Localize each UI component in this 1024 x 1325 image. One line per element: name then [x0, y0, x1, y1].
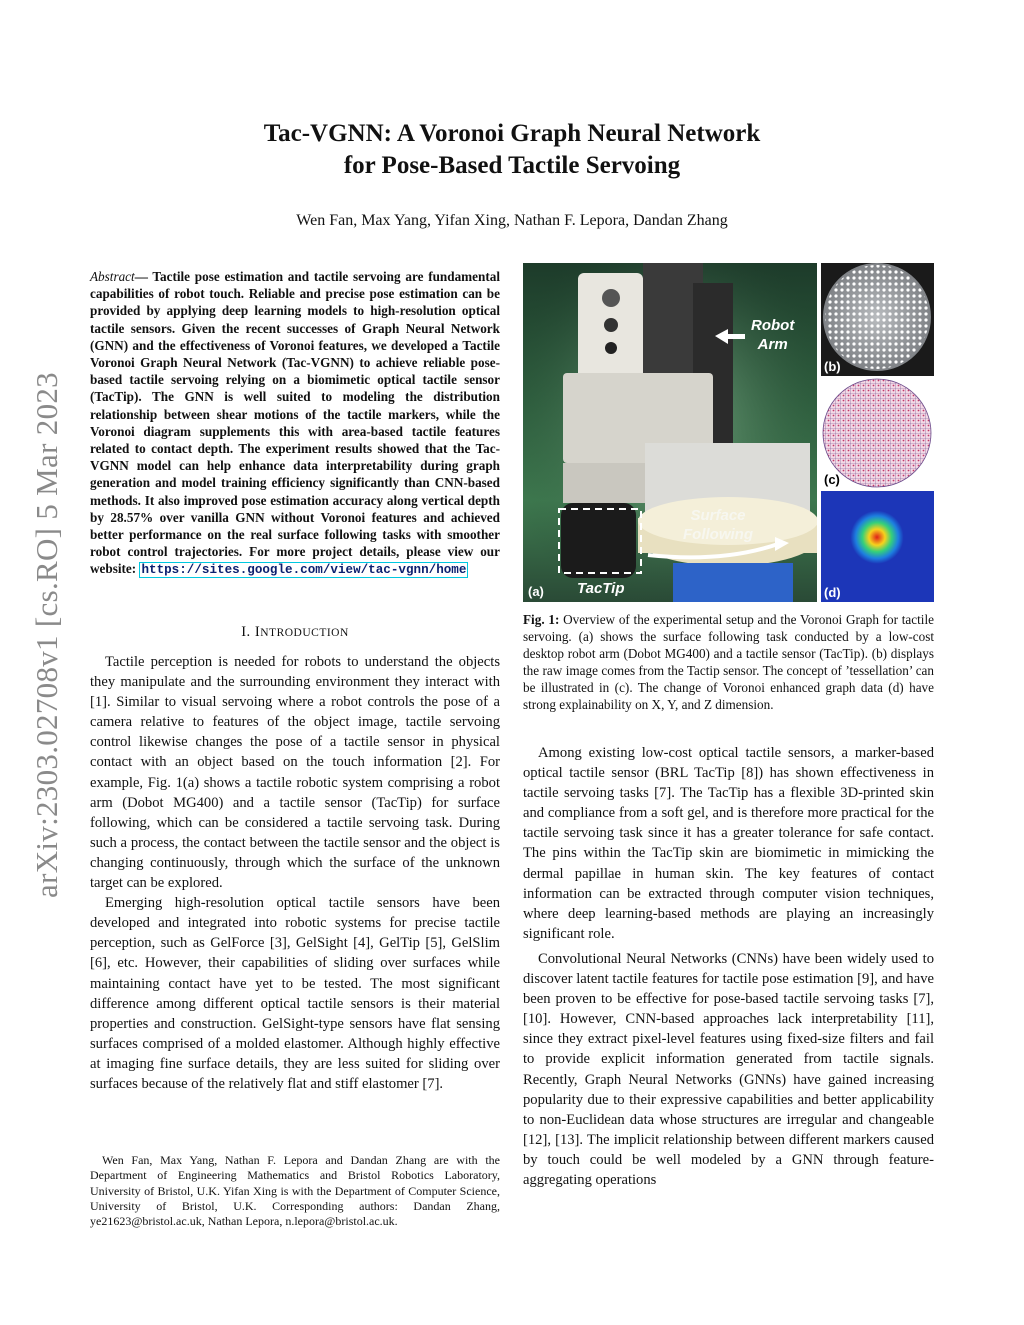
body-paragraph: Convolutional Neural Networks (CNNs) have been widely used to discover latent tactile features for tactile pose estimation [9], and have been proven to be effective for pose-based tactile servoing tasks [7], [10]. However, CNN-based approaches lack interpretability [11], since they extract pixel-level features using fixed-size filters and fail to provide explicit information generated from tactile signals. Recently, Graph Neural Networks (GNNs) have gained increasing popularity due to their expressive capabilities and better applicability to non-Euclidean data whose structures are irregular and changeable [12], [13]. The implicit relationship between different markers caused by touch could be well modeled by a GNN through feature-aggregating operations	[523, 950, 934, 1188]
arxiv-id: arXiv:2303.02708v1 [cs.RO] 5 Mar 2023	[29, 372, 64, 898]
caption-label: Fig. 1:	[523, 612, 560, 627]
panel-c-label: (c)	[824, 472, 840, 487]
tactip-label: TacTip	[577, 580, 625, 597]
robot-arm-label-line2: Arm	[757, 336, 788, 353]
surface-label-line1: Surface	[690, 507, 746, 524]
robot-setup-illustration	[523, 263, 817, 602]
right-column-body	[523, 743, 934, 1190]
panel-b-raw-image	[821, 263, 934, 376]
caption-text: Overview of the experimental setup and the Voronoi Graph for tactile servoing. (a) shows the surface following task conducted by a low-cost desktop robot arm (Dobot MG400) and a tactile sensor (TacTip). (b) displays the raw image comes from the Tactip sensor. The concept of ’tessellation’ can be illustrated in (c). The change of Voronoi enhanced graph data (d) have strong explainability on X, Y, and Z dimension.	[523, 612, 934, 712]
robot-arm-label	[751, 316, 794, 354]
body-paragraph: Among existing low-cost optical tactile sensors, a marker-based optical tactile sensor (BRL TacTip [8]) has shown effectiveness in tactile servoing tasks [7]. The TacTip has a flexible 3D-printed skin and compliance from a soft gel, and is therefore more practical for the tactile servoing task since it has a greater tolerance for safe contact. The pins within the TacTip skin are biomimetic in mimicking the dermal papillae in human skin. The key features of contact information can be extracted through computer vision techniques, where deep learning-based methods are playing an increasingly significant role.	[523, 745, 934, 942]
panel-a-photo	[523, 263, 817, 602]
section-number: I.	[241, 624, 251, 640]
project-website-link[interactable]: https://sites.google.com/view/tac-vgnn/home	[141, 563, 467, 578]
surface-label-line2: Following	[683, 526, 753, 543]
panel-b-label: (b)	[824, 359, 841, 374]
intro-paragraph: Emerging high-resolution optical tactile sensors have been developed and integrated into robotic systems for precise tactile perception, such as GelForce [3], GelSight [4], GelTip [5], GelSlim [6], etc. However, their capabilities of sliding over surfaces while maintaining contact have yet to be tested. The most significant difference among different optical tactile sensors is their material properties and construction. GelSight-type sensors have flat sensing surfaces comprised of a molded elastomer. Although highly effective at imaging fine surface details, they are less suited for sliding over surfaces because of the relatively flat and stiff elastomer [7].	[90, 895, 500, 1092]
title-line-1: Tac-VGNN: A Voronoi Graph Neural Network	[263, 120, 761, 147]
paper-title	[150, 118, 874, 182]
figure-caption	[523, 612, 934, 713]
section-title-rest: NTRODUCTION	[260, 627, 349, 639]
intro-paragraph: Tactile perception is needed for robots to understand the objects they manipulate and the surrounding environment they interact with [1]. Similar to visual servoing where a robot controls the pose of a camera relative to features of the object image, tactile servoing control likewise changes the pose of a tactile sensor in physical contact with an object based on the touch information [2]. For example, Fig. 1(a) shows a tactile robotic system comprising a robot arm (Dobot MG400) and a tactile sensor (TacTip) for surface following, which can be considered a tactile servoing task. During such a process, the contact between the tactile sensor and the object is changing continuously, through which the surface of the unknown target can be explored.	[90, 654, 500, 892]
figure-1	[523, 263, 934, 602]
surface-following-label	[673, 506, 763, 544]
abstract	[90, 268, 500, 580]
abstract-text: — Tactile pose estimation and tactile servoing are fundamental capabilities of robot touch. Reliable and precise pose estimation can be provided by applying deep learning models to high-resolution optical tactile sensors. Given the recent successes of Graph Neural Network (GNN) and the effectiveness of Voronoi features, we developed a Tactile Voronoi Graph Neural Network (Tac-VGNN) to achieve reliable pose-based tactile servoing relying on a biomimetic optical tactile sensor (TacTip). The GNN is well suited to modeling the distribution relationship between shear motions of the tactile markers, while the Voronoi diagram supplements this with area-based tactile features related to contact depth. The experiment results showed that the Tac-VGNN model can help enhance data interpretability during graph generation and model training efficiency significantly than CNN-based methods. It also improved pose estimation accuracy along vertical depth by 28.57% over vanilla GNN without Voronoi features and achieved better performance on the real surface following tasks with smoother robot control trajectories. For more project details, please view our website:	[90, 269, 500, 577]
footnote-text: Wen Fan, Max Yang, Nathan F. Lepora and Dandan Zhang are with the Department of Engineering Mathematics and Bristol Robotics Laboratory, University of Bristol, U.K. Yifan Xing is with the Department of Computer Science, University of Bristol, U.K. Corresponding authors: Dandan Zhang, ye21623@bristol.ac.uk, Nathan Lepora, n.lepora@bristol.ac.uk.	[90, 1153, 500, 1229]
panel-d-label: (d)	[824, 585, 841, 600]
panel-d-graph-data	[821, 491, 934, 602]
arxiv-watermark	[12, 320, 82, 950]
introduction-body	[90, 652, 500, 1094]
abstract-label: Abstract	[90, 269, 135, 284]
affiliation-footnote	[90, 1153, 500, 1229]
title-line-2: for Pose-Based Tactile Servoing	[343, 152, 681, 179]
author-list: Wen Fan, Max Yang, Yifan Xing, Nathan F. Lepora, Dandan Zhang	[296, 212, 728, 229]
section-title-first: I	[254, 624, 261, 640]
panel-c-voronoi	[821, 378, 934, 489]
robot-arm-label-line1: Robot	[751, 317, 795, 334]
section-heading	[90, 624, 500, 641]
panel-a-label: (a)	[528, 584, 544, 599]
